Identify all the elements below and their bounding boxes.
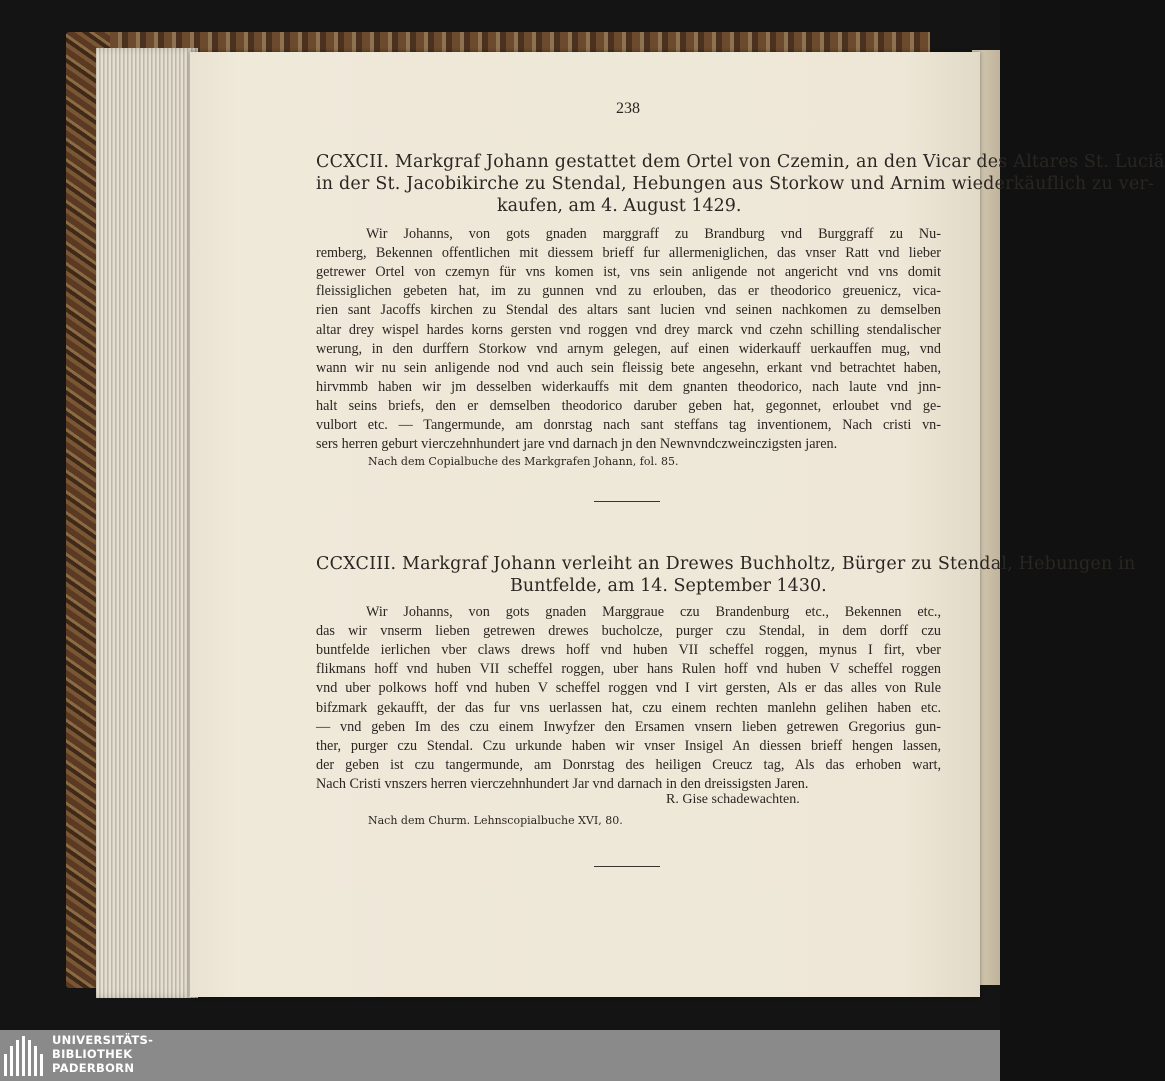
doc1-body-line: sers herren geburt vierczehnhundert jare vnd darnach jn den Newnvndczweinczigsten jaren. [316, 436, 838, 453]
doc1-heading-line-2: in der St. Jacobikirche zu Stendal, Hebungen aus Storkow und Arnim wiederkäuflich zu ver- [316, 174, 1155, 194]
doc2-body-line: flikmans hoff vnd huben VII scheffel roggen, uber hans Rulen hoff vnd huben V scheffel roggen [316, 661, 941, 678]
doc2-body-line: vnd uber polkows hoff vnd huben V scheffel roggen vnd I virt gersten, Als er das alles von Rule [316, 680, 941, 697]
doc2-body-line: — vnd geben Im des czu einem Inwyfzer den Ersamen vnsern lieben getrewen Gregorius gun- [316, 718, 941, 735]
separator-rule [594, 501, 660, 502]
doc2-body-line: das wir vnserm lieben getrewen drewes bucholcze, purger czu Stendal, in dem dorff czu [316, 623, 941, 640]
doc1-body-line: fleissiglichen gebeten hat, im zu gunnen vnd zu erlouben, das er theodorico greuenicz, vica- [316, 283, 941, 300]
library-footer-bar [0, 1030, 1000, 1081]
doc2-body-line: ther, purger czu Stendal. Czu urkunde haben wir vnser Insigel An diessen brieff hengen lassen, [316, 737, 941, 754]
library-logo-text: UNIVERSITÄTS- BIBLIOTHEK PADERBORN [52, 1033, 154, 1075]
doc2-body-line: Wir Johanns, von gots gnaden Marggraue czu Brandenburg etc., Bekennen etc., [366, 604, 941, 620]
page-edges [96, 48, 198, 998]
doc1-body-line: rien sant Jacoffs kirchen zu Stendal des altars sant lucien vnd seinen nachkomen zu demselben [316, 302, 941, 319]
doc2-body-line: bifzmark gekaufft, der das fur vns uerlassen hat, czu einem rechten manlehn gelihen haben etc. [316, 699, 941, 716]
page-number: 238 [616, 100, 640, 117]
doc2-body-line: der geben ist czu tangermunde, am Donrstag des heiligen Creucz tag, Als das erhoben wart, [316, 756, 941, 773]
doc2-source-note: Nach dem Churm. Lehnscopialbuche XVI, 80. [368, 814, 623, 827]
doc2-body-line: buntfelde ierlichen vber claws drews hoff vnd huben VII scheffel roggen, mynus I firt, vber [316, 642, 941, 659]
doc1-body-line: remberg, Bekennen offentlichen mit diessem brieff fur allermeniglichen, das vnser Ratt vnd lieber [316, 245, 941, 262]
doc1-heading-line-3: kaufen, am 4. August 1429. [497, 196, 742, 216]
doc2-heading-line-2: Buntfelde, am 14. September 1430. [510, 576, 827, 596]
doc1-body-line: getrewer Ortel von czemyn für vns komen ist, vns sein anligende not angericht vnd vns domit [316, 264, 941, 281]
doc1-body-line: wann wir nu sein anligende nod vnd auch sein fleissig bete angesehn, erkant vnd betrachtet haben, [316, 359, 941, 376]
doc1-body-line: vulbort etc. — Tangermunde, am donrstag nach sant steffans tag inventionem, Nach cristi vn- [316, 417, 941, 433]
doc2-heading-line-1: CCXCIII. Markgraf Johann verleiht an Drewes Buchholtz, Bürger zu Stendal, Hebungen in [316, 554, 1136, 574]
doc1-body-line: werung, in den durffern Storkow vnd arnym gelegen, auf einen widerkauff uerkauffen mug, vnd [316, 340, 941, 357]
doc2-body-line: Nach Cristi vnszers herren vierczehnhundert Jar vnd darnach in den dreissigsten Jaren. [316, 775, 809, 792]
doc2-signature: R. Gise schadewachten. [666, 792, 800, 807]
doc1-body-line: Wir Johanns, von gots gnaden marggraff zu Brandburg vnd Burggraff zu Nu- [366, 226, 941, 242]
book-cover-top [110, 32, 930, 52]
library-logo-icon [4, 1036, 48, 1076]
doc1-heading-line-1: CCXCII. Markgraf Johann gestattet dem Ortel von Czemin, an den Vicar des Altares St. Luciä [316, 152, 1165, 172]
doc1-body-line: hirvmmb haben wir jm desselben widerkauffs mit dem gnanten theodorico, nach laute vnd jnn- [316, 378, 941, 395]
separator-rule-bottom [594, 866, 660, 867]
doc1-body-line: altar drey wispel hardes korns gersten vnd roggen vnd drey marck vnd czehn schilling stendalischer [316, 321, 941, 338]
doc1-body-line: halt seins briefs, den er demselben theodorico daruber geben hat, gegonnet, erloubet vnd ge- [316, 397, 941, 414]
doc1-source-note: Nach dem Copialbuche des Markgrafen Johann, fol. 85. [368, 455, 679, 468]
